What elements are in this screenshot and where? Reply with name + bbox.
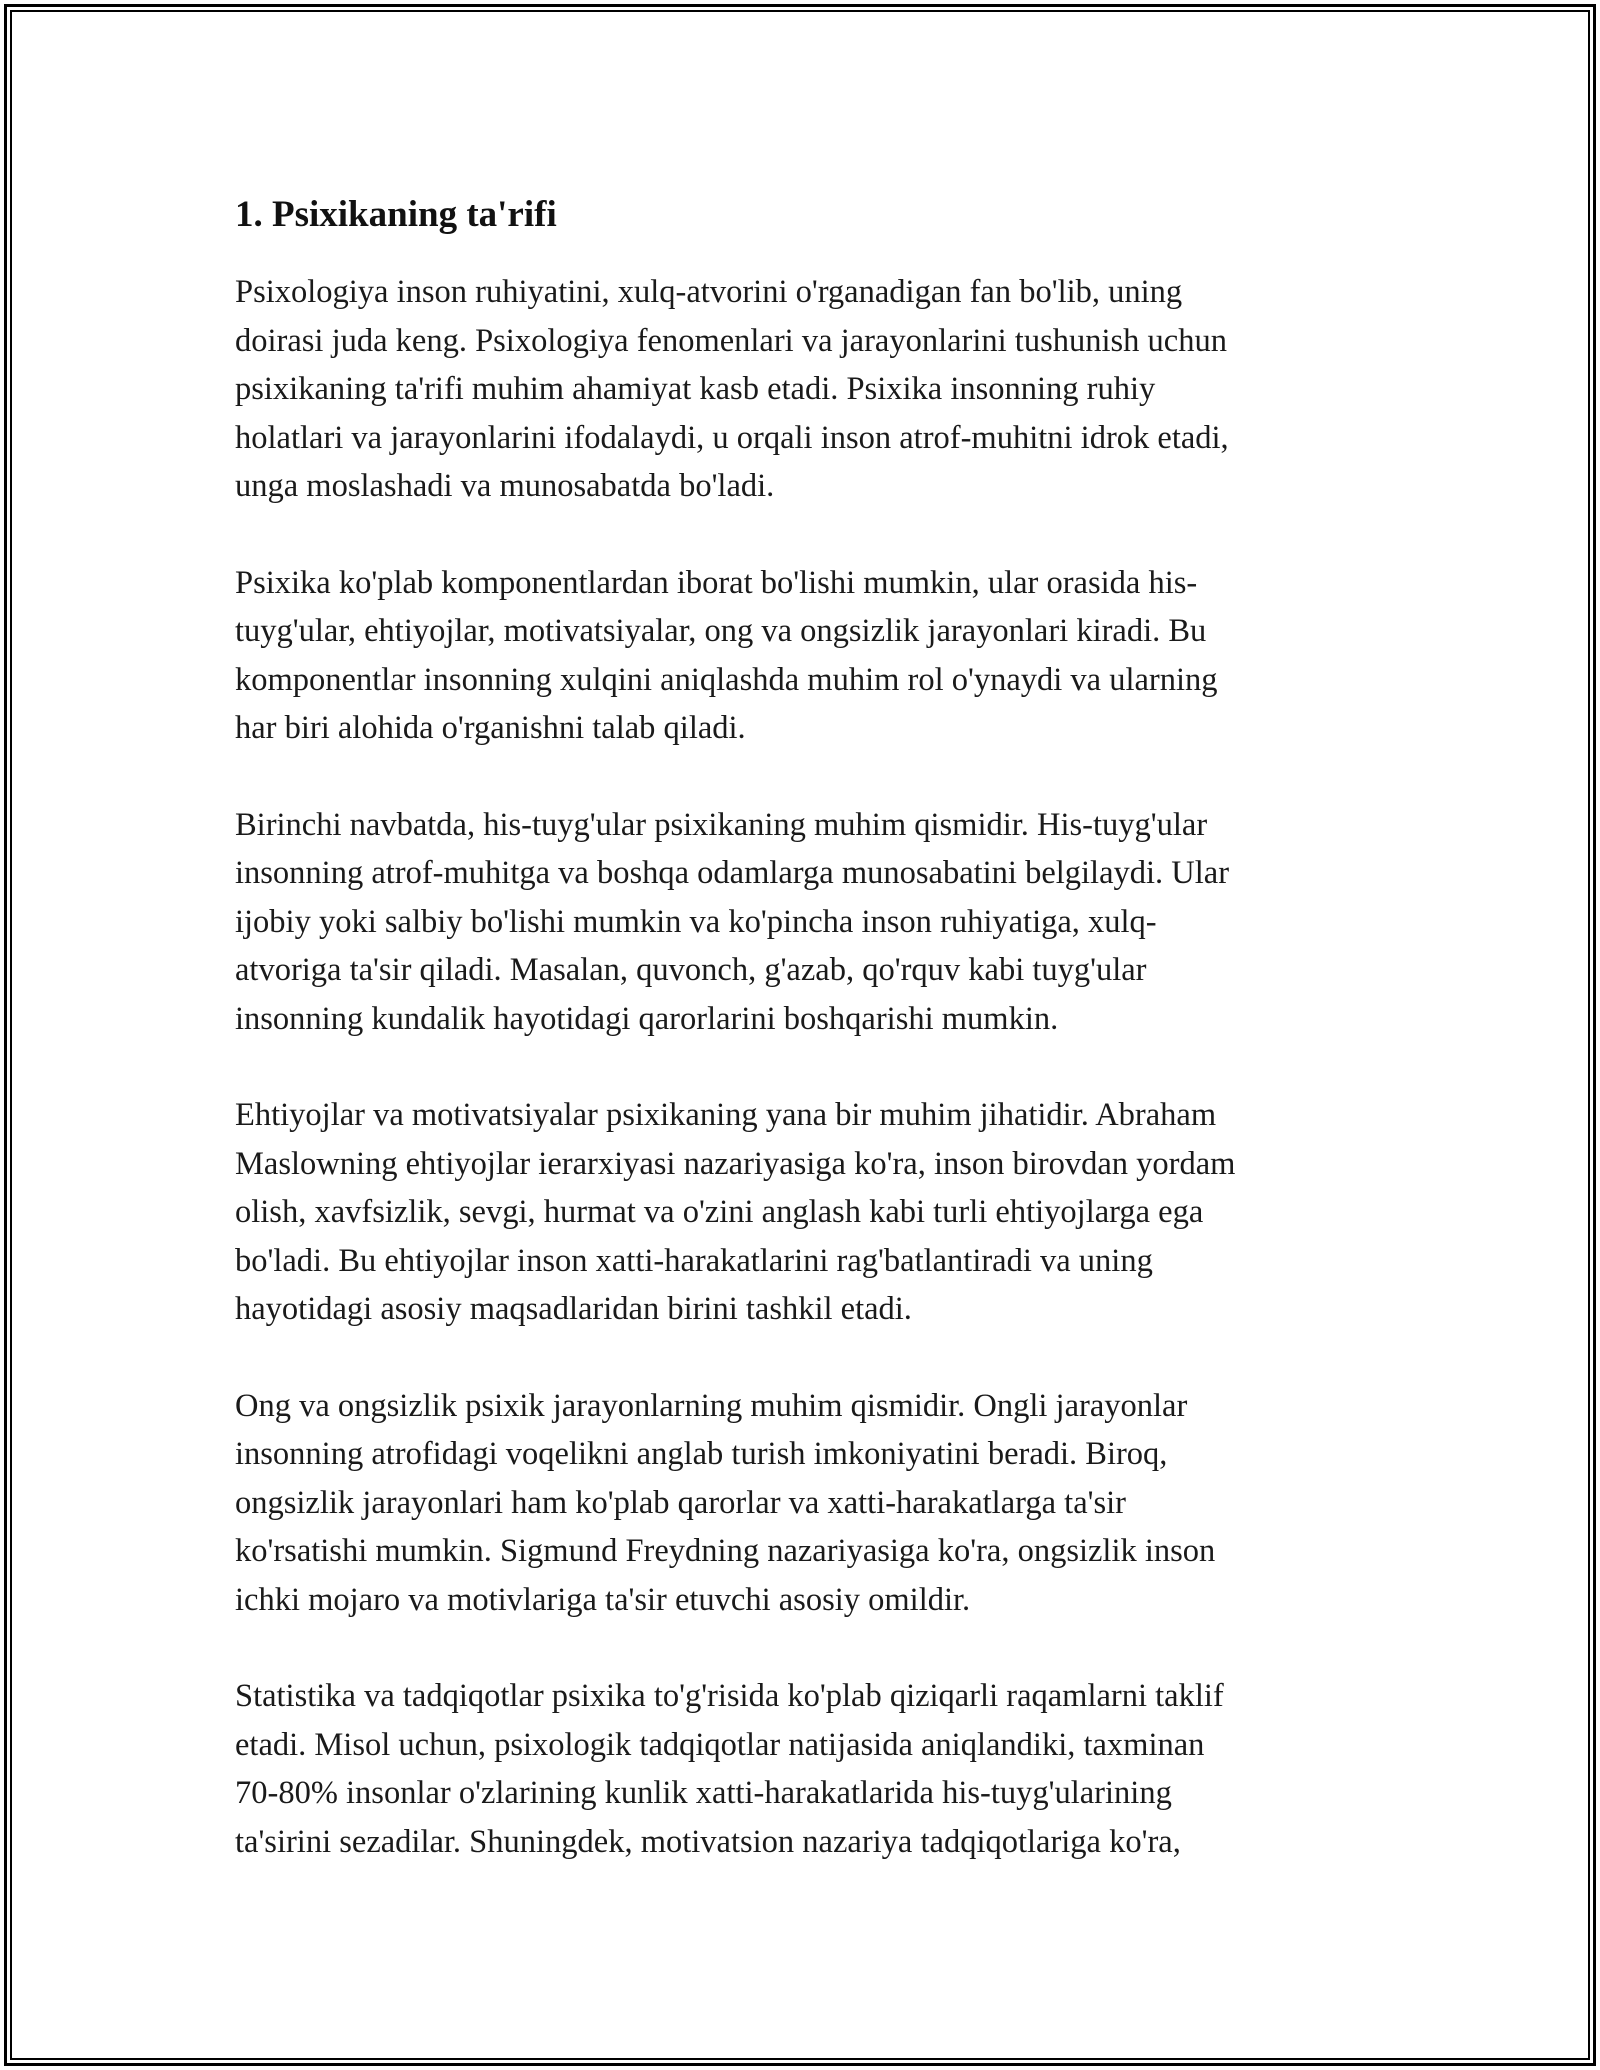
text-line: Psixologiya inson ruhiyatini, xulq-atvorini o'rganadigan fan bo'lib, uning	[235, 274, 1183, 310]
text-line: psixikaning ta'rifi muhim ahamiyat kasb etadi. Psixika insonning ruhiy	[235, 371, 1156, 407]
text-line: holatlari va jarayonlarini ifodalaydi, u orqali inson atrof-muhitni idrok etadi,	[235, 419, 1229, 456]
paragraph-1	[235, 268, 1385, 511]
text-line: ongsizlik jarayonlari ham ko'plab qarorlar va xatti-harakatlarga ta'sir	[235, 1484, 1126, 1521]
text-line: ichki mojaro va motivlariga ta'sir etuvchi asosiy omildir.	[235, 1581, 971, 1618]
text-line: atvoriga ta'sir qiladi. Masalan, quvonch, g'azab, qo'rquv kabi tuyg'ular	[235, 952, 1147, 988]
text-line: 70-80% insonlar o'zlarining kunlik xatti-harakatlarida his-tuyg'ularining	[235, 1775, 1172, 1811]
text-line: ta'sirini sezadilar. Shuningdek, motivatsion nazariya tadqiqotlariga ko'ra,	[235, 1823, 1181, 1860]
text-line: tuyg'ular, ehtiyojlar, motivatsiyalar, ong va ongsizlik jarayonlari kiradi. Bu	[235, 613, 1207, 649]
text-line: bo'ladi. Bu ehtiyojlar inson xatti-harakatlarini rag'batlantiradi va uning	[235, 1242, 1153, 1279]
text-line: unga moslashadi va munosabatda bo'ladi.	[235, 468, 775, 504]
text-line: Ehtiyojlar va motivatsiyalar psixikaning yana bir muhim jihatidir. Abraham	[235, 1097, 1217, 1133]
text-line: har biri alohida o'rganishni talab qiladi.	[235, 710, 746, 746]
text-line: Ong va ongsizlik psixik jarayonlarning muhim qismidir. Ongli jarayonlar	[235, 1387, 1188, 1424]
text-line: insonning atrof-muhitga va boshqa odamlarga munosabatini belgilaydi. Ular	[235, 855, 1230, 891]
text-line: Statistika va tadqiqotlar psixika to'g'risida ko'plab qiziqarli raqamlarni taklif	[235, 1678, 1224, 1714]
text-line: Birinchi navbatda, his-tuyg'ular psixikaning muhim qismidir. His-tuyg'ular	[235, 806, 1208, 843]
paragraph-3	[235, 801, 1385, 1044]
section-heading: 1. Psixikaning ta'rifi	[235, 194, 557, 235]
text-line: olish, xavfsizlik, sevgi, hurmat va o'zini anglash kabi turli ehtiyojlarga ega	[235, 1194, 1204, 1230]
text-line: Maslowning ehtiyojlar ierarxiyasi nazariyasiga ko'ra, inson birovdan yordam	[235, 1145, 1236, 1182]
text-line: Psixika ko'plab komponentlardan iborat bo'lishi mumkin, ular orasida his-	[235, 564, 1198, 601]
document-body	[235, 184, 1385, 1914]
text-line: komponentlar insonning xulqini aniqlashda muhim rol o'ynaydi va ularning	[235, 661, 1218, 698]
text-line: hayotidagi asosiy maqsadlaridan birini tashkil etadi.	[235, 1291, 912, 1327]
paragraph-5	[235, 1382, 1385, 1625]
paragraph-4	[235, 1091, 1385, 1334]
text-line: ijobiy yoki salbiy bo'lishi mumkin va ko'pincha inson ruhiyatiga, xulq-	[235, 903, 1157, 940]
text-line: doirasi juda keng. Psixologiya fenomenlari va jarayonlarini tushunish uchun	[235, 322, 1227, 359]
paragraph-6	[235, 1672, 1385, 1866]
text-line: ko'rsatishi mumkin. Sigmund Freydning nazariyasiga ko'ra, ongsizlik inson	[235, 1533, 1216, 1569]
text-line: etadi. Misol uchun, psixologik tadqiqotlar natijasida aniqlandiki, taxminan	[235, 1726, 1205, 1763]
text-line: insonning kundalik hayotidagi qarorlarini boshqarishi mumkin.	[235, 1000, 1059, 1037]
paragraph-2	[235, 559, 1385, 753]
text-line: insonning atrofidagi voqelikni anglab turish imkoniyatini beradi. Biroq,	[235, 1436, 1168, 1472]
